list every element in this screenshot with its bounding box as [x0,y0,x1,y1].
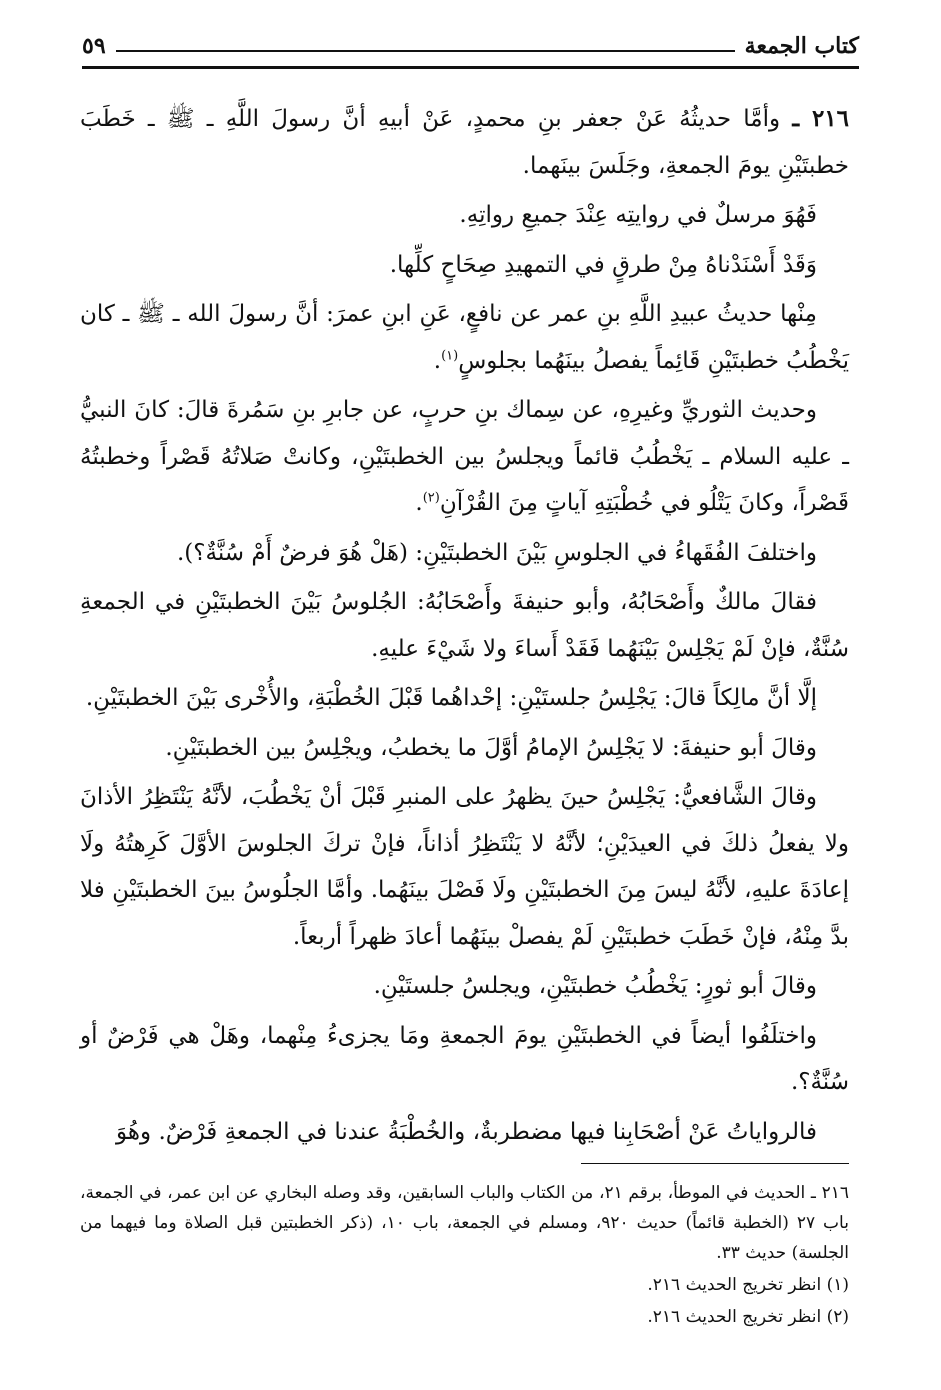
paragraph-text: إلَّا أنَّ مالِكاً قالَ: يَجْلِسُ جلستَيْنِ: إحْداهُما قَبْلَ الخُطْبَةِ، والأُخْرى بَيْنَ الخطبتَيْنِ. [85,685,817,711]
footnote-ref[interactable]: (١) [441,347,459,363]
paragraph-text: وقالَ أبو ثورٍ: يَخْطُبُ خطبتَيْنِ، ويجلسُ جلستَيْنِ. [373,973,817,999]
main-text [80,96,849,1158]
paragraph-text: وأمَّا حديثُهُ عَنْ جعفر بنِ محمدٍ، عَنْ أبيهِ أنَّ رسولَ اللَّهِ ـ ﷺ ـ خَطَبَ خطبتَيْنِ يومَ الجمعةِ، وجَلَسَ بينَهما. [80,106,849,179]
paragraph-text: واختلفَ الفُقَهاءُ في الجلوسِ بَيْنَ الخطبتَيْنِ: (هَلْ هُوَ فرضٌ أَمْ سُنَّةٌ؟). [177,539,817,566]
paragraph [80,774,849,960]
paragraph [80,192,849,239]
chapter-title: كتاب الجمعة [744,33,859,59]
footnote-separator [581,1163,849,1164]
paragraph-text: وقالَ الشَّافعيُّ: يَجْلِسُ حينَ يظهرُ على المنبرِ قَبْلَ أنْ يَخْطُبَ، لأنَّهُ يَنْتَظِرُ الأذانَ ولا يفعلُ ذلكَ في العيدَيْنِ؛ لأنَّهُ لا يَنْتَظِرُ أذاناً، فإنْ تركَ الجلوسَ الأوَّلَ كَرِهتُهُ ولَا إعادَةَ عليهِ، لأنَّهُ ليسَ مِنَ الخطبتَيْنِ ولَا فَصْلَ بينَهُما. وأمَّا الجلُوسُ بينَ الخطبتَيْنِ فلا بدَّ مِنْهُ، فإنْ خَطَبَ خطبتَيْنِ لَمْ يفصلْ بينَهُما أعادَ ظهراً أربعاً. [80,784,849,950]
paragraph [80,579,849,672]
footnote-1: (١) انظر تخريج الحديث ٢١٦. [647,1275,849,1295]
running-header [82,24,859,60]
paragraph-text: وَقَدْ أَسْنَدْناهُ مِنْ طرقٍ في التمهيدِ صِحَاحٍ كلِّها. [389,251,817,278]
hadith-number: ٢١٦ ـ [792,105,850,132]
paragraph [80,675,849,722]
paragraph [80,530,849,577]
footnote-ref[interactable]: (٢) [422,490,440,506]
paragraph-end: . [415,490,423,516]
paragraph-text: فقالَ مالكٌ وأَصْحَابُهُ، وأبو حنيفةَ وأَصْحَابُهُ: الجُلوسُ بَيْنَ الخطبتَيْنِ في الجمعةِ سُنَّةٌ، فإنْ لَمْ يَجْلِسْ بَيْنَهُما فَقَدْ أَساءَ ولا شَيْءَ عليهِ. [80,589,849,662]
hadith-paragraph [80,96,849,189]
paragraph [80,1013,849,1106]
paragraph-text: وحديث الثوريِّ وغيرِهِ، عن سِماك بنِ حربٍ، عن جابرِ بنِ سَمُرةَ قالَ: كانَ النبيُّ ـ عليه السلام ـ يَخْطُبُ قائماً ويجلسُ بين الخطبتَيْنِ، وكانتْ صَلاتُهُ قَصْراً وخطبتُهُ قَصْراً، وكانَ يَتْلُو في خُطْبَتِهِ آياتٍ مِنَ القُرْآنِ [80,397,849,516]
header-rule [82,66,859,69]
paragraph-text: فالرواياتُ عَنْ أصْحَابِنا فيها مضطربةٌ، والخُطْبَةُ عندنا في الجمعةِ فَرْضٌ. وهُوَ [116,1118,817,1145]
paragraph-text: فَهُوَ مرسلٌ في روايتِه عِنْدَ جميعِ رواتِهِ. [459,202,817,228]
paragraph [80,291,849,384]
footnote-source: ٢١٦ ـ الحديث في الموطأ، برقم ٢١، من الكتاب والباب السابقين، وقد وصله البخاري عن ابن عمر، في الجمعة، باب ٢٧ (الخطبة قائماً) حديث ٩٢٠، ومسلم في الجمعة، باب ١٠، (ذكر الخطبتين قبل الصلاة وما فيهما من الجلسة) حديث ٣٣. [80,1183,850,1263]
paragraph [80,963,849,1010]
paragraph [80,1109,849,1156]
paragraph-end: . [433,347,442,374]
footnotes [80,1178,849,1334]
paragraph-text: وقالَ أبو حنيفةَ: لا يَجْلِسُ الإمامُ أوَّلَ ما يخطبُ، ويجْلِسُ بين الخطبتَيْنِ. [165,734,817,761]
paragraph-text: مِنْها حديثُ عبيدِ اللَّهِ بنِ عمر عن نافعٍ، عَنِ ابنِ عمرَ: أنَّ رسولَ الله ـ ﷺ ـ كان يَخْطُبُ خطبتَيْنِ قَائِماً يفصلُ بينَهُما بجلوسٍ [80,301,849,374]
page-number: ٥٩ [82,33,106,59]
paragraph [80,387,849,527]
footnote-2: (٢) انظر تخريج الحديث ٢١٦. [647,1307,849,1327]
paragraph [80,725,849,772]
paragraph [80,242,849,289]
header-dash-line [116,50,735,52]
paragraph-text: واختلَفُوا أيضاً في الخطبتَيْنِ يومَ الجمعةِ ومَا يجزىءُ مِنْهما، وهَلْ هي فَرْضٌ أو سُنَّةٌ؟. [80,1022,849,1095]
